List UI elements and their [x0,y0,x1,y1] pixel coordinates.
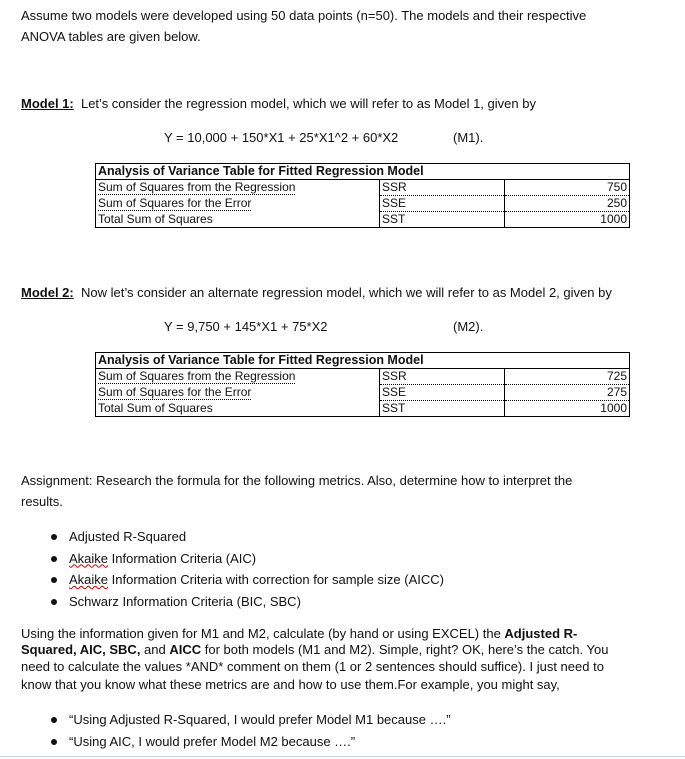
list-item: Schwarz Information Criteria (BIC, SBC) [49,591,444,613]
table-row [96,180,630,196]
ssr-value: 725 [505,369,630,385]
table-row [96,196,630,212]
model2-anova-table [95,352,630,417]
model2-equation: Y = 9,750 + 145*X1 + 75*X2 [164,319,328,334]
examples-list [49,709,451,752]
ssr-abbr: SSR [380,180,505,196]
model2-tag: (M2). [453,319,484,334]
sst-abbr: SST [380,212,505,228]
model1-label: Model 1: [21,96,74,111]
model1-anova-title: Analysis of Variance Table for Fitted Regression Model [96,164,630,180]
sse-value: 250 [505,196,630,212]
list-item: Akaike Information Criteria with correction for sample size (AICC) [49,569,444,591]
instructions-line-2: Squared, AIC, SBC, and AICC for both models (M1 and M2). Simple, right? OK, here’s the catch. You [21,642,609,657]
model1-equation: Y = 10,000 + 150*X1 + 25*X1^2 + 60*X2 [164,130,399,145]
list-item: “Using Adjusted R-Squared, I would prefer Model M1 because ….” [49,709,451,731]
ssr-label: Sum of Squares from the Regression [98,369,296,384]
ssr-abbr: SSR [380,369,505,385]
table-row [96,369,630,385]
spellcheck-word: Akaike [69,572,109,587]
sse-abbr: SSE [380,385,505,401]
ssr-label: Sum of Squares from the Regression [98,180,296,195]
assignment-line-2: results. [21,494,63,509]
table-row [96,385,630,401]
instructions-line-3: need to calculate the values *AND* comment on them (1 or 2 sentences should suffice). I just need to [21,659,604,674]
sse-label: Sum of Squares for the Error [98,196,252,210]
table-row [96,212,630,228]
model1-anova-table [95,163,630,228]
intro-line-2: ANOVA tables are given below. [21,29,201,44]
model2-anova-title: Analysis of Variance Table for Fitted Regression Model [96,353,630,369]
spellcheck-word: Akaike [69,550,109,566]
instructions-line-1: Using the information given for M1 and M2, calculate (by hand or using EXCEL) the Adjusted R- [21,626,578,641]
sse-value: 275 [505,385,630,401]
list-item: Adjusted R-Squared [49,526,444,548]
sst-value: 1000 [505,401,630,417]
sst-abbr: SST [380,401,505,417]
sst-label: Total Sum of Squares [98,211,213,226]
intro-line-1: Assume two models were developed using 50 data points (n=50). The models and their respective [21,8,587,23]
page-bottom-divider [0,756,685,757]
model1-description: Let’s consider the regression model, which we will refer to as Model 1, given by [80,96,536,111]
sst-label: Total Sum of Squares [98,400,213,415]
list-item: Akaike Information Criteria (AIC) [49,548,444,570]
metrics-list [49,526,444,612]
instructions-line-4: know that you know what these metrics are and how to use them.For example, you might say, [21,677,560,692]
sst-value: 1000 [505,212,630,228]
sse-abbr: SSE [380,196,505,212]
model2-heading [21,283,612,303]
list-item: “Using AIC, I would prefer Model M2 because ….” [49,731,451,753]
ssr-value: 750 [505,180,630,196]
assignment-line-1: Assignment: Research the formula for the following metrics. Also, determine how to interpret the [21,473,573,488]
model1-heading [21,94,536,114]
model2-description: Now let’s consider an alternate regression model, which we will refer to as Model 2, given by [80,285,612,300]
model2-label: Model 2: [21,285,74,300]
table-row [96,401,630,417]
sse-label: Sum of Squares for the Error [98,385,252,399]
model1-tag: (M1). [453,130,484,145]
